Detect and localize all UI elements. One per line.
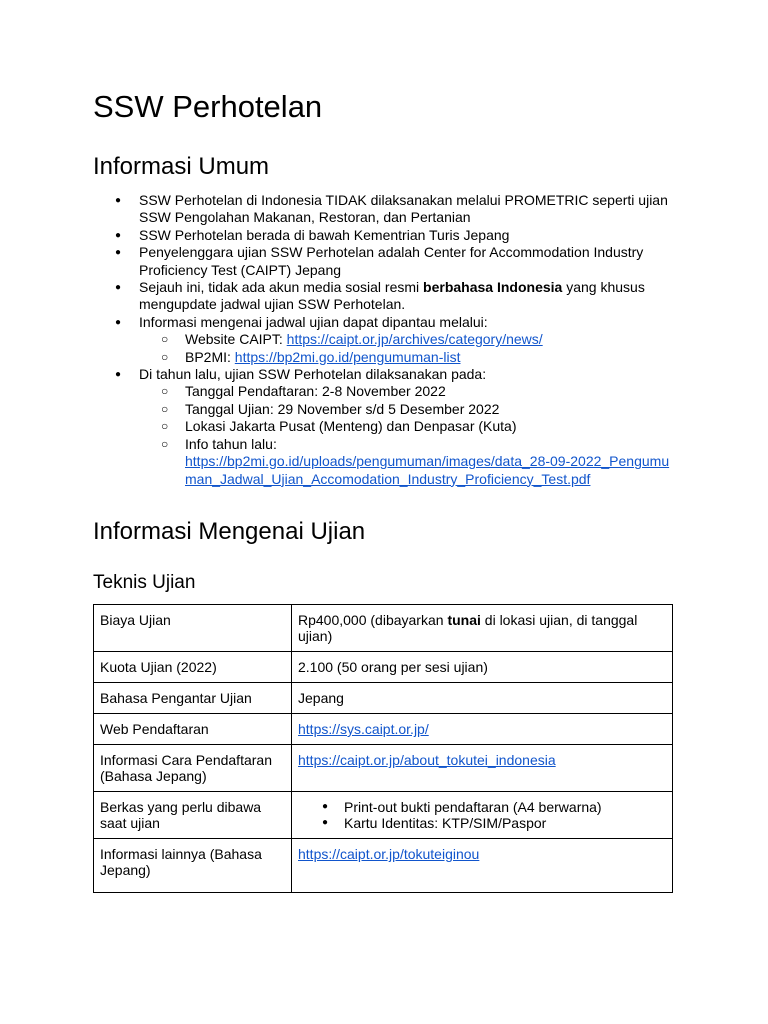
web-pendaftaran-link[interactable]: https://sys.caipt.or.jp/ [298,721,429,737]
sub-list [139,331,678,366]
sub-list-item [139,383,678,400]
list-item: ● Print-out bukti pendaftaran (A4 berwarna) [298,799,666,815]
table-row [94,839,673,893]
table-cell-value [292,605,673,652]
sub-list-item [139,349,678,366]
link-label: Website CAIPT: [185,331,287,348]
list-item [93,244,678,279]
list-item-text: yang khusus mengupdate jadwal ujian SSW Perhotelan. [139,279,645,313]
sub-list-item [139,401,678,418]
section-heading-informasi-umum: Informasi Umum [93,153,270,180]
list-item-text: Informasi mengenai jadwal ujian dapat dipantau melalui: [139,313,488,330]
table-row [94,683,673,714]
table-row [94,605,673,652]
berkas-list [298,799,666,831]
general-info-list [93,192,678,488]
sub-list-item [139,331,678,348]
table-row [94,652,673,683]
table-cell-label: Web Pendaftaran [94,714,292,745]
sub-list [139,383,678,487]
table-cell-label: Berkas yang perlu dibawa saat ujian [94,792,292,839]
tokuteiginou-link[interactable]: https://caipt.or.jp/tokuteiginou [298,846,480,862]
list-item-text: SSW Perhotelan berada di bawah Kementrian Turis Jepang [139,226,510,243]
bp2mi-pdf-link[interactable]: https://bp2mi.go.id/uploads/pengumuman/images/data_28-09-2022_Pengumuman_Jadwal_Ujian_Accomodation_Industry_Proficiency_Test.pdf [185,453,670,487]
list-item [93,366,678,488]
sub-list-text: Info tahun lalu: [185,435,277,452]
bp2mi-pengumuman-link[interactable]: https://bp2mi.go.id/pengumuman-list [234,348,461,365]
cara-pendaftaran-link[interactable]: https://caipt.or.jp/about_tokutei_indonesia [298,752,556,768]
bold-text: berbahasa Indonesia [423,279,563,296]
table-cell-value [292,745,673,792]
table-cell-value [292,714,673,745]
sub-list-text: Lokasi Jakarta Pusat (Menteng) dan Denpasar (Kuta) [185,418,517,435]
cell-text: Rp400,000 (dibayarkan [298,612,448,628]
subheading-teknis-ujian: Teknis Ujian [93,572,196,593]
table-cell-label: Biaya Ujian [94,605,292,652]
table-cell-value: 2.100 (50 orang per sesi ujian) [292,652,673,683]
table-row [94,745,673,792]
cell-text: di lokasi ujian, di tanggal ujian) [298,612,638,644]
table-cell-label: Bahasa Pengantar Ujian [94,683,292,714]
sub-list-text: Tanggal Ujian: 29 November s/d 5 Desember 2022 [185,400,500,417]
table-cell-label: Informasi lainnya (Bahasa Jepang) [94,839,292,893]
list-item [93,227,678,244]
caipt-news-link[interactable]: https://caipt.or.jp/archives/category/news/ [286,331,543,348]
table-cell-value: Jepang [292,683,673,714]
list-item-text: Di tahun lalu, ujian SSW Perhotelan dilaksanakan pada: [139,366,487,383]
table-cell-value [292,839,673,893]
bold-text: tunai [447,612,481,628]
list-item-text: Penyelenggara ujian SSW Perhotelan adalah Center for Accommodation Industry Proficiency Test (CAIPT) Jepang [139,244,644,278]
table-row [94,792,673,839]
list-item-text: SSW Perhotelan di Indonesia TIDAK dilaksanakan melalui PROMETRIC seperti ujian SSW Pengolahan Makanan, Restoran, dan Pertanian [139,192,668,226]
exam-info-table [93,604,673,893]
list-item [93,192,678,227]
list-item [93,314,678,366]
list-item-text: Sejauh ini, tidak ada akun media sosial resmi [139,279,424,296]
table-cell-label: Informasi Cara Pendaftaran (Bahasa Jepang) [94,745,292,792]
table-cell-label: Kuota Ujian (2022) [94,652,292,683]
sub-list-item [139,436,678,488]
link-label: BP2MI: [185,348,235,365]
sub-list-text: Tanggal Pendaftaran: 2-8 November 2022 [185,383,446,400]
table-cell-value [292,792,673,839]
sub-list-item [139,418,678,435]
section-heading-informasi-ujian: Informasi Mengenai Ujian [93,518,366,545]
table-row [94,714,673,745]
list-item [93,279,678,314]
list-item: ● Kartu Identitas: KTP/SIM/Paspor [298,815,666,831]
document-title: SSW Perhotelan [93,89,323,124]
